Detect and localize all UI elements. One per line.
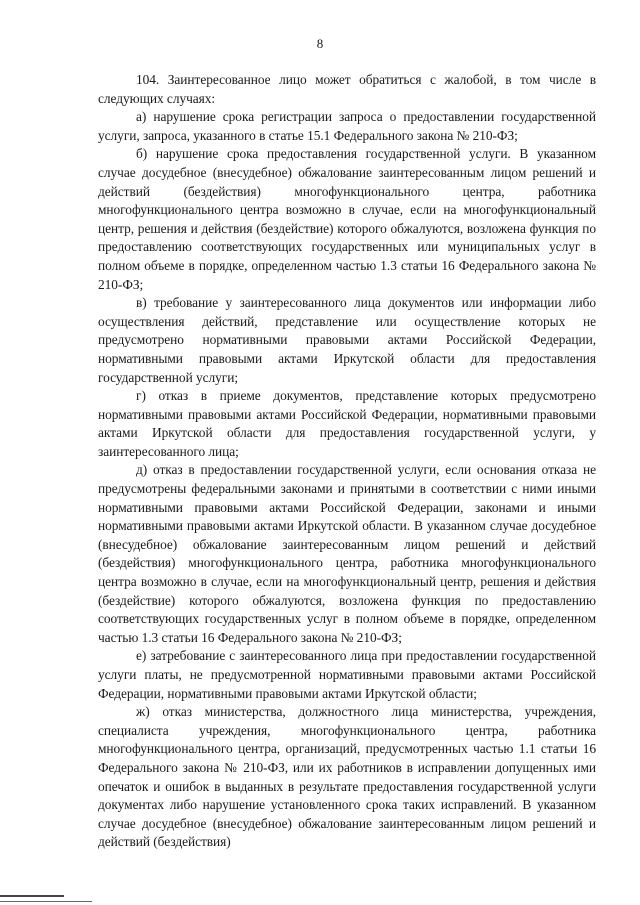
paragraph-item-g: г) отказ в приеме документов, представление которых предусмотрено нормативными правовыми актами Российской Федерации, нормативными правовыми актами Иркутской области для предоставления государственной услуги, у заинтересованного лица; [98, 388, 596, 459]
footer-divider-secondary [0, 901, 92, 902]
paragraph-item-e: е) затребование с заинтересованного лица при предоставлении государственной услуги платы, не предусмотренной нормативными правовыми актами Российской Федерации, нормативными правовыми актами Иркутской области; [98, 648, 596, 701]
footer-divider [0, 895, 64, 897]
document-body [98, 71, 596, 852]
paragraph-item-a: а) нарушение срока регистрации запроса о предоставлении государственной услуги, запроса, указанного в статье 15.1 Федерального закона № 210-ФЗ; [98, 109, 596, 143]
paragraph-104-intro: 104. Заинтересованное лицо может обратиться с жалобой, в том числе в следующих случаях: [98, 72, 596, 106]
paragraph-item-b: б) нарушение срока предоставления государственной услуги. В указанном случае досудебное (внесудебное) обжалование заинтересованным лицом решений и действий (бездействия) многофункционального центра, работника многофункционального центра возможно в случае, если на многофункциональный центр, решения и действия (бездействие) которого обжалуются, возложена функция по предоставлению соответствующих государственных или муниципальных услуг в полном объеме в порядке, определенном частью 1.3 статьи 16 Федерального закона № 210-ФЗ; [98, 146, 596, 292]
paragraph-item-d: д) отказ в предоставлении государственной услуги, если основания отказа не предусмотрены федеральными законами и принятыми в соответствии с ними иными нормативными правовыми актами Российской Федерации, законами и иными нормативными правовыми актами Иркутской области. В указанном случае досудебное (внесудебное) обжалование заинтересованным лицом решений и действий (бездействия) многофункционального центра, работника многофункционального центра возможно в случае, если на многофункциональный центр, решения и действия (бездействие) которого обжалуются, возложена функция по предоставлению соответствующих государственных услуг в полном объеме в порядке, определенном частью 1.3 статьи 16 Федерального закона № 210-ФЗ; [98, 462, 596, 645]
paragraph-item-v: в) требование у заинтересованного лица документов или информации либо осуществления действий, представление или осуществление которых не предусмотрено нормативными правовыми актами Российской Федерации, нормативными правовыми актами Иркутской области для предоставления государственной услуги; [98, 295, 596, 385]
page-number: 8 [316, 36, 324, 51]
paragraph-item-zh: ж) отказ министерства, должностного лица министерства, учреждения, специалиста учреждения, многофункционального центра, работника многофункционального центра, организаций, предусмотренных частью 1.1 статьи 16 Федерального закона № 210-ФЗ, или их работников в исправлении допущенных ими опечаток и ошибок в выданных в результате предоставления государственной услуги документах либо нарушение установленного срока таких исправлений. В указанном случае досудебное (внесудебное) обжалование заинтересованным лицом решений и действий (бездействия) [98, 704, 596, 850]
